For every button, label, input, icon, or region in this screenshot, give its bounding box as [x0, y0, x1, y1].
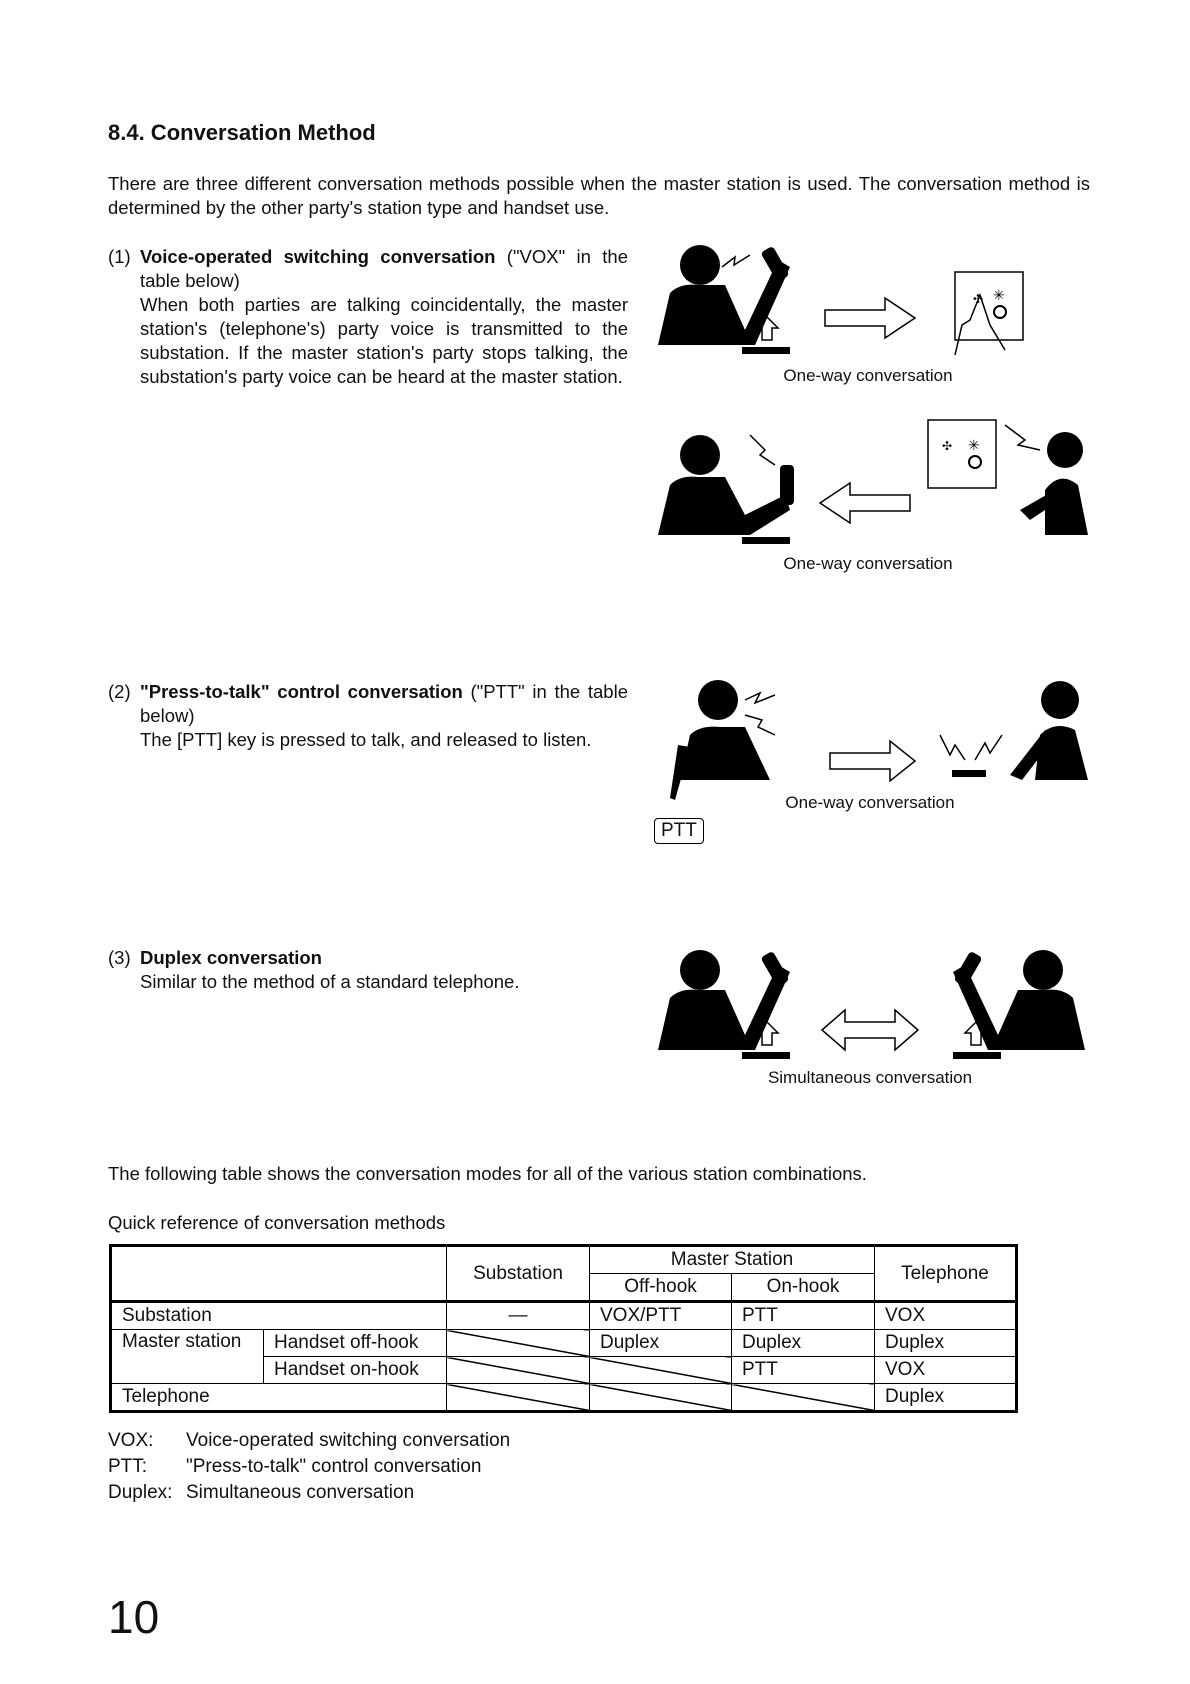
empty-cell [447, 1330, 590, 1357]
method-description: The [PTT] key is pressed to talk, and released to listen. [140, 729, 592, 750]
legend-item [108, 1428, 510, 1454]
empty-cell [590, 1384, 732, 1412]
figure-caption: Simultaneous conversation [767, 1068, 973, 1087]
table-title: Quick reference of conversation methods [108, 1212, 446, 1233]
row-label: Telephone [111, 1384, 447, 1412]
header-master-station: Master Station [590, 1246, 875, 1274]
legend-key: Duplex: [108, 1482, 173, 1503]
arrow-right-icon [825, 298, 915, 338]
substation-speaker-icon [928, 420, 996, 488]
svg-text:✣: ✣ [942, 439, 953, 453]
method-duplex [108, 946, 628, 994]
intro-paragraph: There are three different conversation methods possible when the master station is used. The conversation method is determined by the other party's station type and handset use. [108, 173, 1090, 218]
method-description: Similar to the method of a standard telephone. [140, 971, 520, 992]
method-number: (3) [108, 947, 131, 968]
person-talking-handset-icon [658, 950, 790, 1059]
table-intro: The following table shows the conversation modes for all of the various station combinations. [108, 1163, 867, 1184]
table-row [111, 1330, 1017, 1357]
method-title-suffix: ("VOX" in the table below) [140, 246, 628, 291]
empty-cell [590, 1357, 732, 1384]
table-cell: VOX [875, 1302, 1017, 1330]
substation-person-icon [940, 681, 1088, 780]
row-sublabel: Handset off-hook [264, 1330, 447, 1357]
method-title-suffix: ("PTT" in the table below) [140, 681, 628, 726]
legend-key: PTT: [108, 1456, 148, 1477]
person-pressing-ptt-icon [670, 680, 775, 800]
header-substation: Substation [447, 1246, 590, 1302]
row-label: Master station [111, 1330, 264, 1384]
header-telephone: Telephone [875, 1246, 1017, 1302]
empty-cell [447, 1384, 590, 1412]
method-ptt [108, 680, 628, 752]
row-sublabel: Handset on-hook [264, 1357, 447, 1384]
person-listening-handset-icon [658, 435, 794, 544]
ptt-figure [650, 675, 1100, 810]
arrow-right-icon [830, 741, 915, 781]
table-cell: Duplex [590, 1330, 732, 1357]
method-number: (1) [108, 246, 131, 267]
table-row [111, 1384, 1017, 1412]
table-cell: PTT [732, 1357, 875, 1384]
figure-caption: One-way conversation [783, 366, 953, 385]
person-talking-handset-icon [953, 950, 1085, 1059]
svg-text:✣: ✣ [973, 292, 984, 306]
table-header-row [111, 1246, 1017, 1274]
method-vox [108, 245, 628, 389]
person-talking-handset-icon [658, 245, 790, 354]
method-description: When both parties are talking coincidentally, the master station's (telephone's) party voice is transmitted to the substation. If the master station's party stops talking, the substation's party voice can be heard at the master station. [140, 294, 628, 387]
duplex-figure [650, 940, 1100, 1065]
vox-figure-outgoing [650, 235, 1100, 370]
method-title: "Press-to-talk" control conversation [140, 681, 463, 702]
table-cell: Duplex [732, 1330, 875, 1357]
page-number: 10 [108, 1591, 160, 1643]
legend [108, 1428, 510, 1506]
legend-item [108, 1480, 510, 1506]
table-cell: VOX/PTT [590, 1302, 732, 1330]
figure-caption: One-way conversation [783, 554, 953, 573]
conversation-methods-table [109, 1244, 1018, 1413]
method-title: Duplex conversation [140, 947, 322, 968]
svg-text:✳: ✳ [993, 287, 1005, 303]
header-off-hook: Off-hook [590, 1274, 732, 1302]
vox-figure-incoming [650, 415, 1100, 550]
legend-desc: Simultaneous conversation [186, 1482, 415, 1503]
empty-cell [447, 1357, 590, 1384]
table-cell: PTT [732, 1302, 875, 1330]
section-heading: 8.4. Conversation Method [108, 120, 376, 145]
table-row [111, 1302, 1017, 1330]
svg-text:✳: ✳ [968, 437, 980, 453]
empty-cell [732, 1384, 875, 1412]
double-arrow-icon [822, 1010, 918, 1050]
legend-desc: "Press-to-talk" control conversation [186, 1456, 482, 1477]
table-cell: VOX [875, 1357, 1017, 1384]
table-cell: Duplex [875, 1330, 1017, 1357]
arrow-left-icon [820, 483, 910, 523]
table-cell: Duplex [875, 1384, 1017, 1412]
substation-speaker-icon [955, 272, 1023, 355]
table-cell: — [447, 1302, 590, 1330]
method-number: (2) [108, 681, 131, 702]
legend-item [108, 1454, 510, 1480]
legend-key: VOX: [108, 1430, 154, 1451]
header-on-hook: On-hook [732, 1274, 875, 1302]
method-title: Voice-operated switching conversation [140, 246, 496, 267]
ptt-key-label: PTT [654, 818, 704, 844]
person-talking-icon [1005, 425, 1088, 535]
legend-desc: Voice-operated switching conversation [186, 1430, 511, 1451]
row-label: Substation [111, 1302, 447, 1330]
figure-caption: One-way conversation [785, 793, 955, 812]
